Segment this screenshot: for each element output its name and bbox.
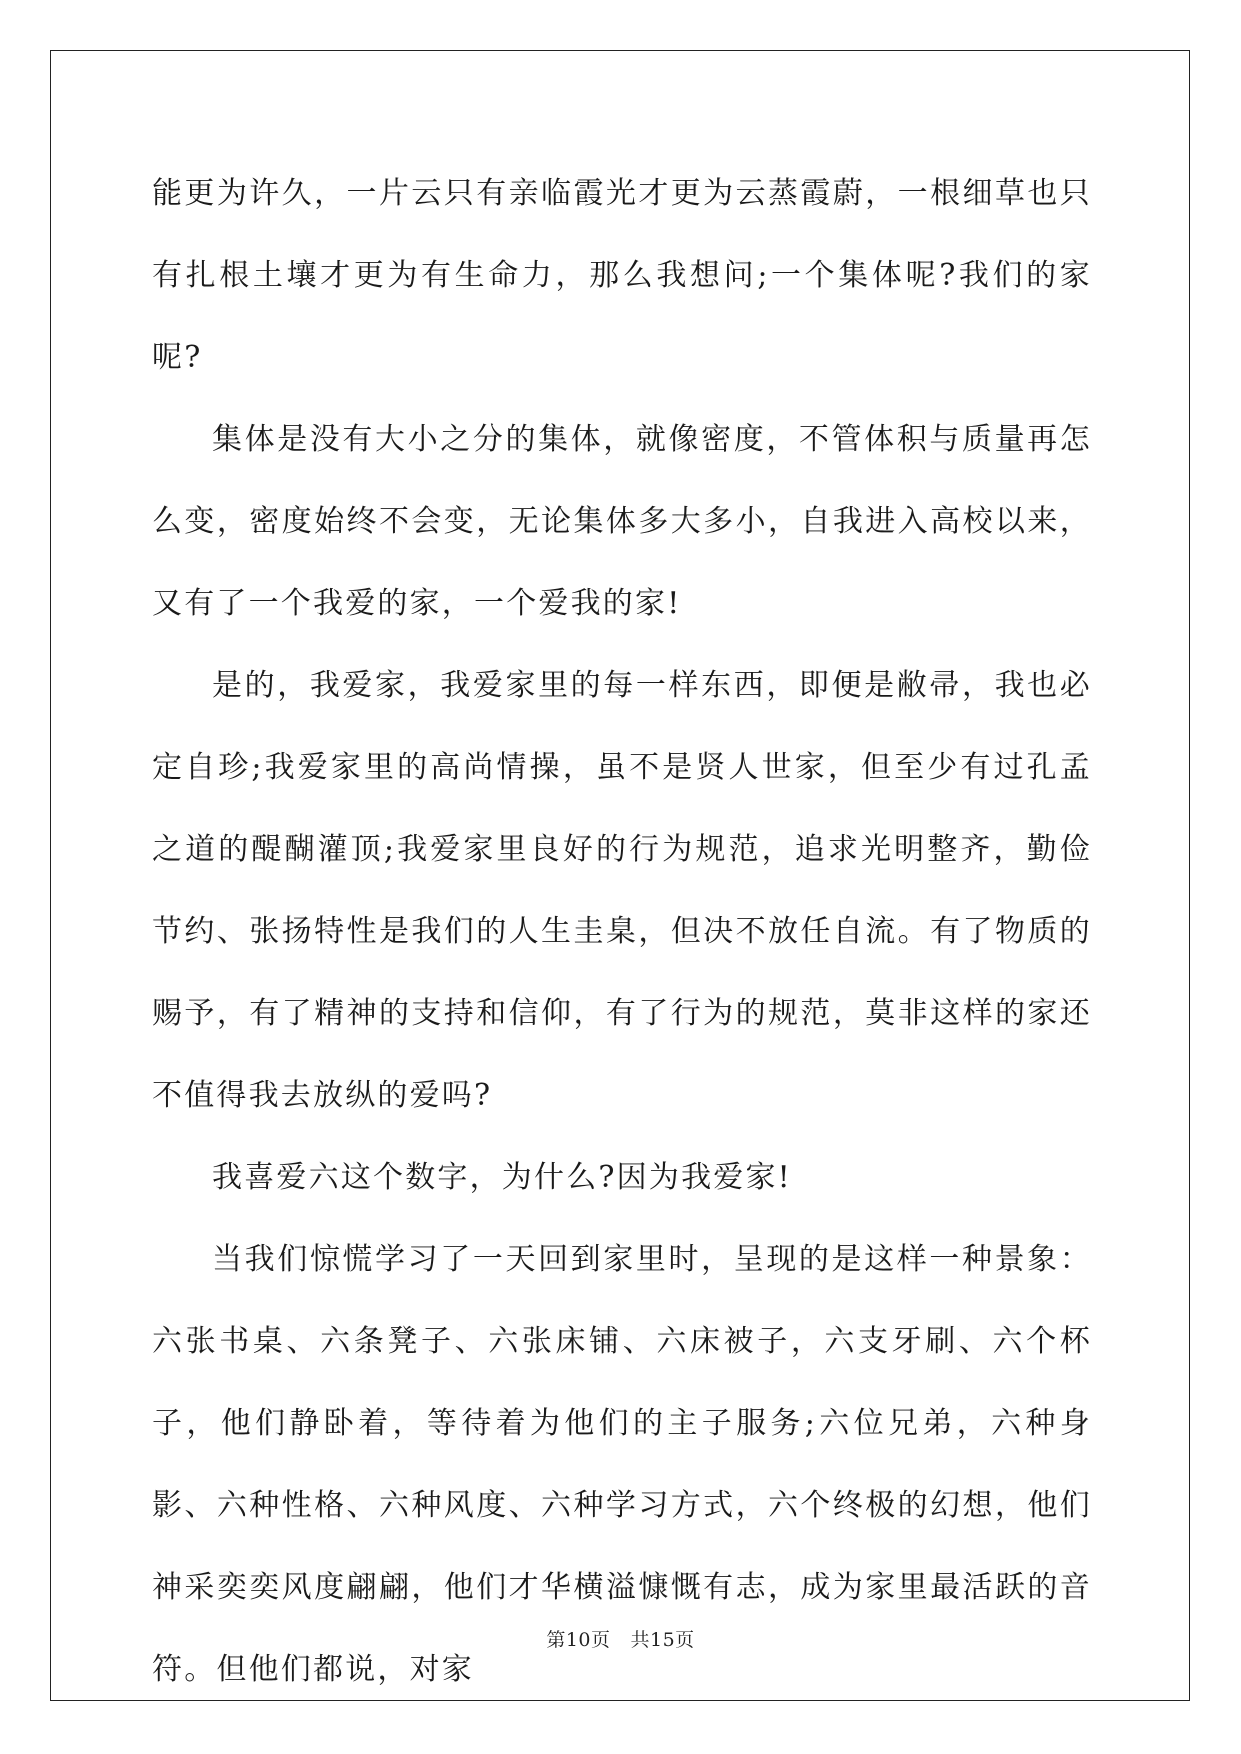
- paragraph-1: 能更为许久，一片云只有亲临霞光才更为云蒸霞蔚，一根细草也只有扎根土壤才更为有生命力，那么我想问;一个集体呢?我们的家呢?: [152, 176, 1092, 375]
- page-footer: [0, 1625, 1241, 1652]
- page-number-current: 第10页: [546, 1629, 611, 1651]
- document-body: [152, 153, 1092, 1711]
- paragraph-3: 是的，我爱家，我爱家里的每一样东西，即便是敝帚，我也必定自珍;我爱家里的高尚情操，虽不是贤人世家，但至少有过孔孟之道的醍醐灌顶;我爱家里良好的行为规范，追求光明整齐，勤俭节约、张扬特性是我们的人生圭臬，但决不放任自流。有了物质的赐予，有了精神的支持和信仰，有了行为的规范，莫非这样的家还不值得我去放纵的爱吗?: [152, 668, 1092, 1113]
- paragraph-5: 当我们惊慌学习了一天回到家里时，呈现的是这样一种景象：六张书桌、六条凳子、六张床铺、六床被子，六支牙刷、六个杯子，他们静卧着，等待着为他们的主子服务;六位兄弟，六种身影、六种性格、六种风度、六种学习方式，六个终极的幻想，他们神采奕奕风度翩翩，他们才华横溢慷慨有志，成为家里最活跃的音符。但他们都说，对家: [152, 1242, 1092, 1687]
- page-number-total: 共15页: [630, 1629, 695, 1651]
- paragraph-2: 集体是没有大小之分的集体，就像密度，不管体积与质量再怎么变，密度始终不会变，无论集体多大多小，自我进入高校以来，又有了一个我爱的家，一个爱我的家!: [152, 422, 1092, 621]
- paragraph-4: 我喜爱六这个数字，为什么?因为我爱家!: [212, 1160, 792, 1195]
